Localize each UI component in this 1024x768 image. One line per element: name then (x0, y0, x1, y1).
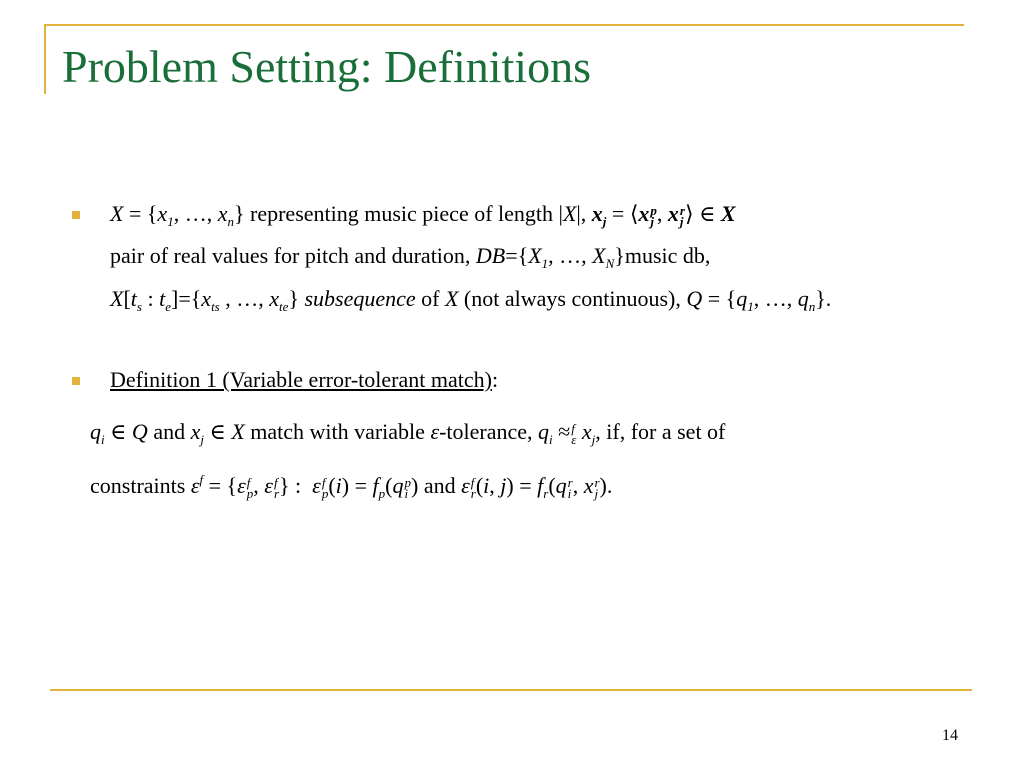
bullet1-line3-paren: (not always continuous), (463, 286, 681, 311)
bullet1-line3-subsequence: subsequence (304, 286, 416, 311)
bullet2-line1-and: and (153, 419, 186, 444)
bullet2-line2: constraints $\varepsilon^f = \{\varepsilon$ f p , ε f r } : ε f p $(i) = f_p(q$ p i ) and ε f r (i, $j) = f_r(q$ r i , x r j ). (90, 472, 613, 501)
bullet2-line1: $q_i$ ∈ Q and $x_j$ ∈ X match with variable ε-tolerance, $q_i$ ≈ f ε $x_j$, if, for a set of (90, 419, 726, 447)
bullet2-line2-and: and (423, 473, 456, 498)
slide-title: Problem Setting: Definitions (62, 41, 591, 92)
frame-top-rule (44, 24, 964, 26)
bullet-marker-2 (72, 377, 80, 385)
bullet1-line3: $X[t_s$ : $t_e]=\{x_{ts}$ , …, $x_{te}$} subsequence of X (not always continuous), $Q = \{q_1$, …, $q_n$}. (110, 286, 832, 314)
bullet1-line1-text: representing music piece of length (250, 201, 554, 226)
bullet2-heading-line: Definition 1 (Variable error-tolerant match): (110, 367, 499, 392)
bullet1-line2-text: pair of real values for pitch and duration, (110, 243, 471, 268)
bullet1-line2: pair of real values for pitch and duration, $DB=\{X_1$, …, $X_N\}music$ db, (110, 243, 711, 271)
bullet2-line2-constraints: constraints (90, 473, 186, 498)
bullet1-line1: $X = \{x_1$, …, $x_n$} representing music piece of length |X|, $x_j$ = ⟨x p j , x r j ⟩ ∈ X (110, 201, 736, 229)
bullet2-line1-if: , if, for a set of (595, 419, 726, 444)
bullet2-line1-match: match with variable (250, 419, 425, 444)
page-number: 14 (942, 727, 958, 744)
bullet1-line3-of: of (421, 286, 440, 311)
definition-heading: Definition 1 (Variable error-tolerant match) (110, 367, 492, 392)
bullet1-line2-db-suffix: music db, (624, 243, 711, 268)
frame-left-rule (44, 24, 46, 94)
bottom-rule (50, 689, 972, 691)
bullet-marker-1 (72, 211, 80, 219)
bullet2-line1-tolerance: -tolerance, (439, 419, 533, 444)
